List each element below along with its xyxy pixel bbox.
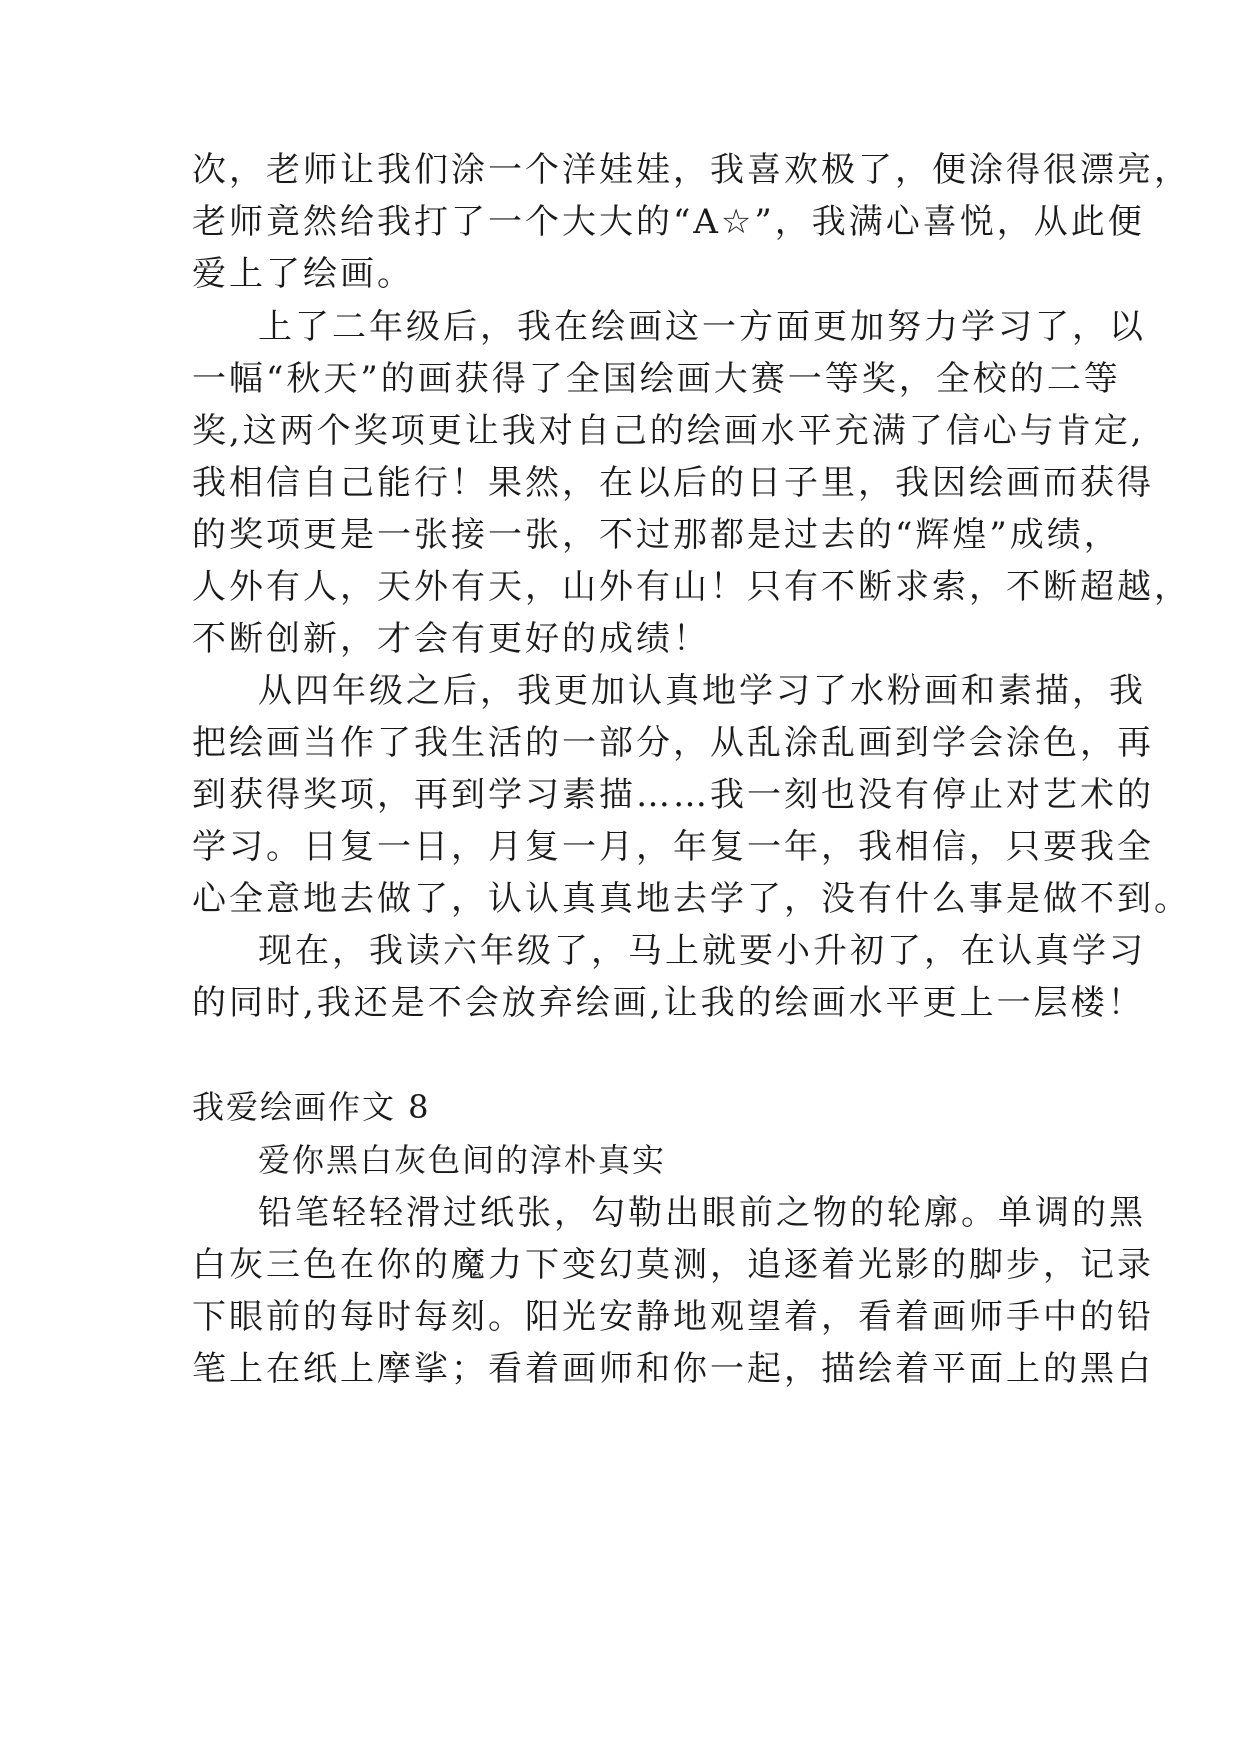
- text-line: 心全意地去做了，认认真真地去学了，没有什么事是做不到。: [192, 879, 1191, 919]
- paragraph-first-line: 铅笔轻轻滑过纸张，勾勒出眼前之物的轮廓。单调的黑: [258, 1193, 1146, 1233]
- text-line: 奖,这两个奖项更让我对自己的绘画水平充满了信心与肯定,: [192, 411, 1145, 451]
- text-line: 一幅“秋天”的画获得了全国绘画大赛一等奖，全校的二等: [192, 359, 1121, 399]
- text-line: 的奖项更是一张接一张，不过那都是过去的“辉煌”成绩，: [192, 515, 1121, 555]
- paragraph-first-line: 现在，我读六年级了，马上就要小升初了，在认真学习: [258, 931, 1146, 971]
- text-line: 我相信自己能行！果然，在以后的日子里，我因绘画而获得: [192, 463, 1154, 503]
- section-title: 我爱绘画作文 8: [192, 1088, 431, 1126]
- text-line: 不断创新，才会有更好的成绩！: [192, 619, 710, 659]
- text-line: 学习。日复一日，月复一月，年复一年，我相信，只要我全: [192, 827, 1154, 867]
- paragraph-first-line: 从四年级之后，我更加认真地学习了水粉画和素描，我: [258, 671, 1146, 711]
- text-line: 把绘画当作了我生活的一部分，从乱涂乱画到学会涂色，再: [192, 723, 1154, 763]
- text-line: 老师竟然给我打了一个大大的“A☆”，我满心喜悦，从此便: [192, 202, 1145, 242]
- paragraph-first-line: 上了二年级后，我在绘画这一方面更加努力学习了，以: [258, 307, 1146, 347]
- article-subtitle: 爱你黑白灰色间的淳朴真实: [258, 1141, 667, 1179]
- text-line: 次，老师让我们涂一个洋娃娃，我喜欢极了，便涂得很漂亮，: [192, 150, 1191, 190]
- text-line: 白灰三色在你的魔力下变幻莫测，追逐着光影的脚步，记录: [192, 1245, 1154, 1285]
- text-line: 爱上了绘画。: [192, 254, 414, 294]
- text-line: 到获得奖项，再到学习素描……我一刻也没有停止对艺术的: [192, 775, 1154, 815]
- text-line: 的同时,我还是不会放弃绘画,让我的绘画水平更上一层楼！: [192, 983, 1145, 1023]
- text-line: 下眼前的每时每刻。阳光安静地观望着，看着画师手中的铅: [192, 1297, 1154, 1337]
- text-line: 笔上在纸上摩挲；看着画师和你一起，描绘着平面上的黑白: [192, 1349, 1154, 1389]
- text-line: 人外有人，天外有天，山外有山！只有不断求索，不断超越，: [192, 567, 1191, 607]
